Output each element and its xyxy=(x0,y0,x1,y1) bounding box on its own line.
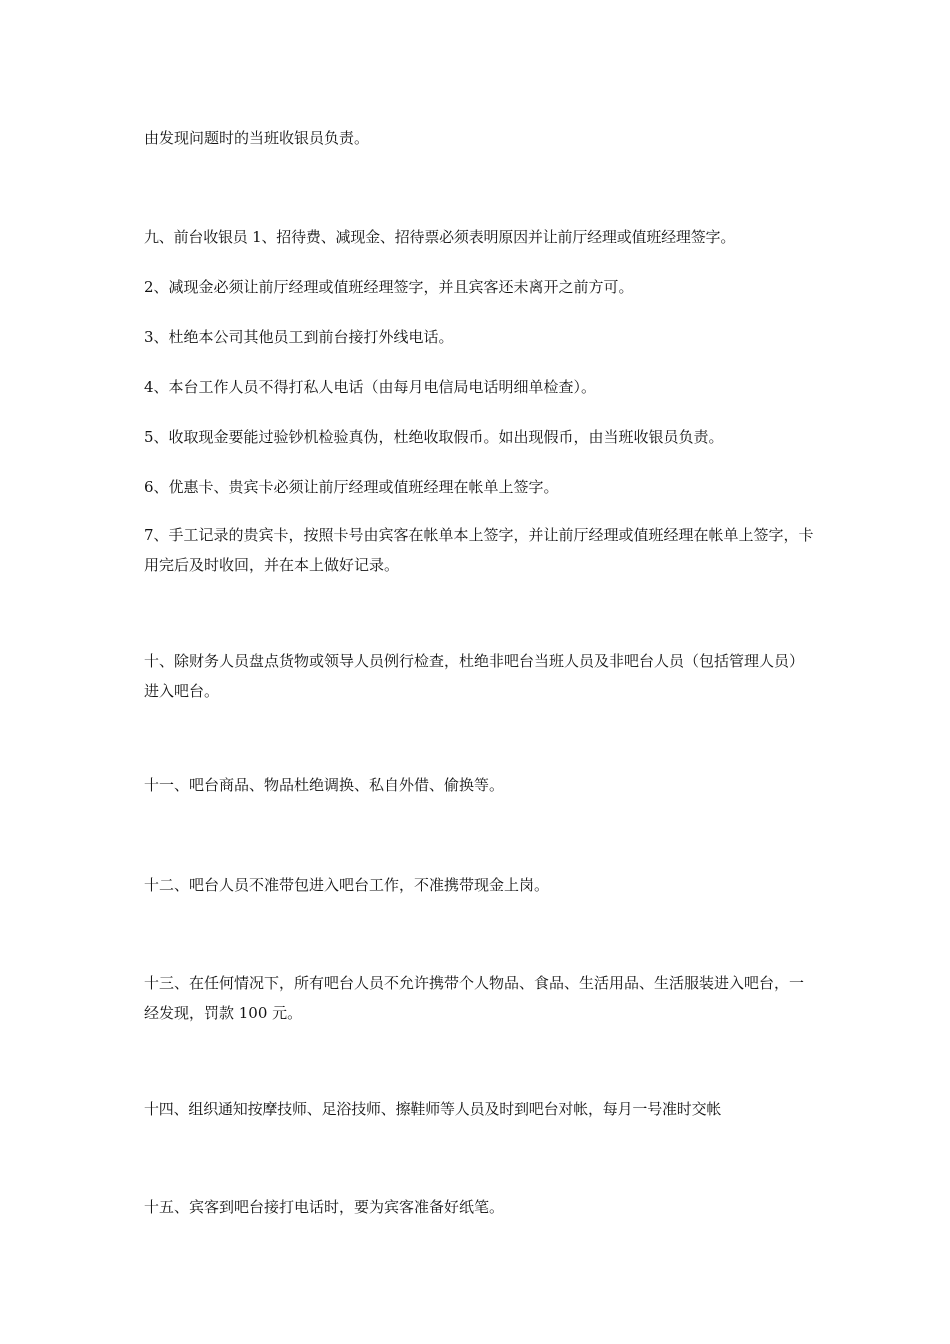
paragraph-item-5: 5、收取现金要能过验钞机检验真伪，杜绝收取假币。如出现假币，由当班收银员负责。 xyxy=(144,428,724,446)
paragraph-section-11: 十一、吧台商品、物品杜绝调换、私自外借、偷换等。 xyxy=(144,776,505,794)
paragraph-section-9: 九、前台收银员 1、招待费、减现金、招待票必须表明原因并让前厅经理或值班经理签字。 xyxy=(144,228,736,246)
paragraph-item-2: 2、减现金必须让前厅经理或值班经理签字，并且宾客还未离开之前方可。 xyxy=(144,278,634,296)
paragraph-item-4: 4、本台工作人员不得打私人电话（由每月电信局电话明细单检查）。 xyxy=(144,378,597,396)
paragraph-item-6: 6、优惠卡、贵宾卡必须让前厅经理或值班经理在帐单上签字。 xyxy=(144,478,559,496)
paragraph-section-13: 十三、在任何情况下，所有吧台人员不允许携带个人物品、食品、生活用品、生活服装进入吧台，一经发现，罚款 100 元。 xyxy=(144,974,805,1022)
paragraph-section-10: 十、除财务人员盘点货物或领导人员例行检查，杜绝非吧台当班人员及非吧台人员（包括管理人员）进入吧台。 xyxy=(144,652,805,700)
paragraph-section-15: 十五、宾客到吧台接打电话时，要为宾客准备好纸笔。 xyxy=(144,1198,505,1216)
paragraph-cashier-responsibility: 由发现问题时的当班收银员负责。 xyxy=(144,129,370,147)
paragraph-item-3: 3、杜绝本公司其他员工到前台接打外线电话。 xyxy=(144,328,454,346)
paragraph-section-14: 十四、组织通知按摩技师、足浴技师、擦鞋师等人员及时到吧台对帐，每月一号准时交帐 xyxy=(144,1100,722,1118)
paragraph-section-12: 十二、吧台人员不准带包进入吧台工作，不准携带现金上岗。 xyxy=(144,876,550,894)
paragraph-item-7: 7、手工记录的贵宾卡，按照卡号由宾客在帐单本上签字，并让前厅经理或值班经理在帐单上签字，卡用完后及时收回，并在本上做好记录。 xyxy=(144,526,814,574)
